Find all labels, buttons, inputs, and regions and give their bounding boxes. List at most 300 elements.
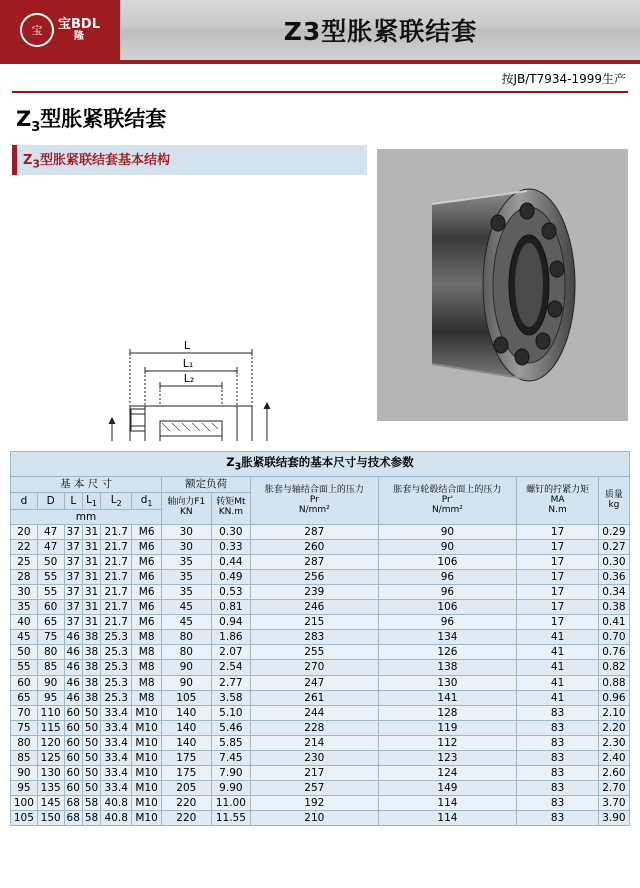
table-cell: 31 [82,555,100,570]
table-cell: 35 [162,585,212,600]
table-cell: 30 [162,539,212,554]
table-cell: 2.54 [211,660,251,675]
table-cell: 17 [517,585,599,600]
table-cell: 283 [251,630,378,645]
table-cell: 125 [37,750,64,765]
table-cell: 210 [251,811,378,826]
group-mass-label: 质量 [604,489,623,500]
table-cell: 25 [11,555,38,570]
table-cell: 0.76 [598,645,629,660]
table-cell: 287 [251,524,378,539]
table-cell: 0.70 [598,630,629,645]
table-cell: 140 [162,720,212,735]
table-cell: 60 [64,765,82,780]
table-cell: 45 [162,615,212,630]
table-cell: 28 [11,570,38,585]
section-heading-rest: 型胀紧联结套基本结构 [39,153,170,169]
section-heading-main: Z [23,153,33,169]
table-cell: M8 [132,675,162,690]
col-d: d [11,492,38,509]
table-cell: M6 [132,524,162,539]
table-cell: 130 [378,675,517,690]
table-cell: M8 [132,660,162,675]
table-cell: 3.70 [598,796,629,811]
table-cell: 1.86 [211,630,251,645]
table-cell: 7.90 [211,765,251,780]
table-cell: 25.3 [101,630,132,645]
table-cell: 95 [37,690,64,705]
technical-drawing [12,181,367,441]
table-cell: 255 [251,645,378,660]
table-cell: 261 [251,690,378,705]
table-cell: 21.7 [101,555,132,570]
table-cell: 47 [37,524,64,539]
standard-note: 按JB/T7934-1999生产 [501,72,626,86]
table-cell: 55 [37,585,64,600]
group-pressure-hub-sym: Pr' [441,494,454,505]
table-cell: 17 [517,539,599,554]
table-cell: 11.00 [211,796,251,811]
table-cell: 50 [82,735,100,750]
col-torque-mt-unit: KN.m [218,507,243,518]
table-cell: 60 [64,735,82,750]
table-row [11,811,630,826]
table-cell: 40 [11,615,38,630]
col-L: L [64,492,82,509]
table-cell: 45 [162,600,212,615]
table-cell: M6 [132,539,162,554]
table-cell: 0.49 [211,570,251,585]
unit-mm: mm [11,509,162,524]
table-cell: 35 [11,600,38,615]
table-cell: 55 [37,570,64,585]
table-cell: 35 [162,555,212,570]
table-cell: 140 [162,705,212,720]
table-cell: 65 [11,690,38,705]
table-cell: 90 [162,675,212,690]
table-cell: 17 [517,570,599,585]
table-cell: 0.38 [598,600,629,615]
table-cell: 83 [517,765,599,780]
table-cell: 2.20 [598,720,629,735]
table-cell: 25.3 [101,690,132,705]
table-cell: 2.10 [598,705,629,720]
table-cell: 5.46 [211,720,251,735]
table-cell: 46 [64,630,82,645]
table-cell: 256 [251,570,378,585]
table-cell: 80 [37,645,64,660]
table-cell: 46 [64,660,82,675]
table-cell: 58 [82,811,100,826]
logo-text-main: 宝BDL [58,16,100,32]
col-L2: $L_2$ [101,492,132,509]
table-cell: M10 [132,811,162,826]
table-cell: 38 [82,690,100,705]
table-cell: 230 [251,750,378,765]
table-cell: 96 [378,570,517,585]
group-pressure-hub [378,477,517,524]
table-cell: M6 [132,615,162,630]
table-row [11,539,630,554]
table-cell: 0.88 [598,675,629,690]
table-cell: 60 [37,600,64,615]
table-cell: 31 [82,524,100,539]
table-cell: 2.70 [598,780,629,795]
table-cell: M8 [132,630,162,645]
table-cell: M10 [132,720,162,735]
group-basic: 基 本 尺 寸 [11,477,162,492]
table-cell: 90 [11,765,38,780]
table-cell: 60 [64,720,82,735]
page-header [0,0,640,60]
table-cell: 83 [517,705,599,720]
table-cell: 37 [64,555,82,570]
page-title-rest: 型胀紧联结套 [40,107,167,131]
table-cell: 30 [11,585,38,600]
table-cell: 37 [64,570,82,585]
table-cell: 214 [251,735,378,750]
table-cell: 0.82 [598,660,629,675]
table-cell: 95 [11,780,38,795]
table-row [11,780,630,795]
group-pressure-shaft-label: 胀套与轴结合面上的压力 [264,484,364,495]
table-cell: 134 [378,630,517,645]
table-cell: 138 [378,660,517,675]
table-cell: 33.4 [101,750,132,765]
table-cell: 112 [378,735,517,750]
table-row [11,645,630,660]
table-cell: 25.3 [101,675,132,690]
table-cell: 37 [64,585,82,600]
table-cell: 83 [517,796,599,811]
table-cell: 100 [11,796,38,811]
table-cell: 85 [11,750,38,765]
table-cell: 215 [251,615,378,630]
table-cell: 123 [378,750,517,765]
table-cell: 110 [37,705,64,720]
table-cell: 65 [37,615,64,630]
table-cell: 41 [517,660,599,675]
table-cell: 37 [64,600,82,615]
drawing-svg [12,181,367,441]
table-cell: 37 [64,615,82,630]
group-torque-unit: N.m [548,504,567,515]
table-cell: 175 [162,750,212,765]
table-cell: 96 [378,615,517,630]
table-cell: 38 [82,675,100,690]
table-cell: 50 [37,555,64,570]
table-cell: 2.77 [211,675,251,690]
table-cell: 33.4 [101,780,132,795]
table-cell: 2.07 [211,645,251,660]
table-cell: 192 [251,796,378,811]
table-cell: 130 [37,765,64,780]
table-cell: 75 [37,630,64,645]
col-torque-mt-label: 转矩Mt [216,497,246,508]
table-cell: 40.8 [101,796,132,811]
table-cell: 205 [162,780,212,795]
table-row [11,600,630,615]
col-axial-force-label: 轴向力F1 [167,497,206,508]
table-cell: 175 [162,765,212,780]
table-cell: 31 [82,600,100,615]
group-torque-sym: MA [550,494,565,505]
table-cell: 83 [517,811,599,826]
table-cell: 21.7 [101,524,132,539]
table-cell: 128 [378,705,517,720]
table-cell: 50 [82,720,100,735]
table-cell: 50 [82,765,100,780]
dim-label-L: L [183,338,191,352]
table-cell: 47 [37,539,64,554]
table-cell: 83 [517,750,599,765]
table-cell: 3.90 [598,811,629,826]
table-cell: 80 [162,645,212,660]
table-cell: 9.90 [211,780,251,795]
table-cell: 0.36 [598,570,629,585]
table-cell: 80 [11,735,38,750]
dim-label-L2: L₂ [183,371,195,385]
table-row [11,615,630,630]
table-cell: 68 [64,811,82,826]
table-cell: 35 [162,570,212,585]
col-L1: $L_1$ [82,492,100,509]
table-cell: 0.29 [598,524,629,539]
table-cell: 0.27 [598,539,629,554]
table-cell: 124 [378,765,517,780]
table-title-rest: 胀紧联结套的基本尺寸与技术参数 [241,455,414,470]
table-cell: 83 [517,720,599,735]
structure-column [12,145,367,445]
table-row [11,750,630,765]
brand-logo [0,0,120,60]
table-cell: 0.44 [211,555,251,570]
table-cell: M10 [132,796,162,811]
table-cell: 31 [82,615,100,630]
page-title [16,103,640,135]
group-pressure-shaft-sym: Pr [309,494,319,505]
table-cell: 33.4 [101,720,132,735]
table-title-row [11,452,630,477]
group-pressure-hub-label: 胀套与轮毂结合面上的压力 [393,484,502,495]
table-cell: 115 [37,720,64,735]
col-torque-mt [211,492,251,524]
logo-text [58,18,100,42]
table-title-sub: 3 [234,461,242,473]
page-title-main: Z [16,107,32,131]
table-cell: 145 [37,796,64,811]
content-area [12,145,628,445]
table-cell: 75 [11,720,38,735]
group-torque [517,477,599,524]
table-cell: 244 [251,705,378,720]
table-cell: 106 [378,555,517,570]
table-cell: 37 [64,539,82,554]
table-cell: 120 [37,735,64,750]
group-pressure-hub-unit: N/mm² [431,504,463,515]
table-cell: 149 [378,780,517,795]
dim-label-L1: L₁ [182,356,194,370]
table-group-row [11,477,630,492]
product-photo-svg [377,149,625,421]
table-cell: 119 [378,720,517,735]
table-cell: 83 [517,780,599,795]
table-cell: 126 [378,645,517,660]
group-pressure-shaft-unit: N/mm² [298,504,330,515]
group-mass-unit: kg [608,499,620,510]
table-cell: 46 [64,675,82,690]
table-cell: 33.4 [101,705,132,720]
table-cell: M10 [132,705,162,720]
table-row [11,570,630,585]
table-cell: 260 [251,539,378,554]
table-cell: 247 [251,675,378,690]
section-heading [12,145,367,175]
table-cell: 220 [162,811,212,826]
photo-column [377,145,628,445]
table-cell: 3.58 [211,690,251,705]
table-cell: 0.41 [598,615,629,630]
table-cell: 287 [251,555,378,570]
table-cell: 2.60 [598,765,629,780]
table-row [11,660,630,675]
table-cell: 50 [82,705,100,720]
table-cell: M10 [132,765,162,780]
table-row [11,630,630,645]
table-cell: 17 [517,600,599,615]
table-cell: 0.34 [598,585,629,600]
table-cell: 55 [11,660,38,675]
table-cell: 90 [37,675,64,690]
table-cell: 217 [251,765,378,780]
section-heading-sub: 3 [32,157,40,171]
table-cell: 0.96 [598,690,629,705]
table-cell: 83 [517,735,599,750]
table-row [11,735,630,750]
table-cell: 105 [162,690,212,705]
table-cell: 17 [517,555,599,570]
table-cell: 105 [11,811,38,826]
table-cell: M6 [132,600,162,615]
title-divider [12,91,628,93]
table-cell: 2.30 [598,735,629,750]
group-torque-label: 螺钉的拧紧力矩 [526,484,590,495]
logo-inner [20,13,100,47]
table-cell: 30 [162,524,212,539]
table-cell: 46 [64,690,82,705]
table-cell: 50 [11,645,38,660]
table-row [11,720,630,735]
table-cell: 90 [378,524,517,539]
table-cell: 135 [37,780,64,795]
page-title-sub: 3 [31,120,41,136]
table-cell: 68 [64,796,82,811]
table-cell: 31 [82,570,100,585]
table-cell: M10 [132,750,162,765]
table-row [11,796,630,811]
table-cell: 46 [64,645,82,660]
table-cell: 25.3 [101,660,132,675]
table-cell: 90 [162,660,212,675]
table-cell: 22 [11,539,38,554]
logo-text-sub: 隆 [73,30,84,42]
table-cell: M8 [132,690,162,705]
table-cell: 0.94 [211,615,251,630]
table-cell: 20 [11,524,38,539]
table-cell: 17 [517,524,599,539]
table-cell: 239 [251,585,378,600]
table-cell: 17 [517,615,599,630]
table-cell: 80 [162,630,212,645]
table-cell: 50 [82,780,100,795]
table-cell: 21.7 [101,600,132,615]
table-cell: 38 [82,660,100,675]
table-cell: 228 [251,720,378,735]
table-cell: 40.8 [101,811,132,826]
table-cell: 70 [11,705,38,720]
table-cell: 141 [378,690,517,705]
group-load: 额定负荷 [162,477,251,492]
table-cell: 31 [82,585,100,600]
table-cell: 21.7 [101,539,132,554]
table-row [11,705,630,720]
table-cell: 41 [517,630,599,645]
logo-emblem-icon: 宝 [20,13,54,47]
table-cell: M8 [132,645,162,660]
table-cell: 41 [517,645,599,660]
table-cell: 25.3 [101,645,132,660]
table-title [11,452,630,477]
table-cell: 45 [11,630,38,645]
header-title-bar [120,0,640,60]
table-cell: 5.85 [211,735,251,750]
col-d1: $d_1$ [132,492,162,509]
table-cell: 90 [378,539,517,554]
table-cell: 50 [82,750,100,765]
table-cell: M6 [132,585,162,600]
table-cell: M6 [132,570,162,585]
table-cell: 114 [378,811,517,826]
table-cell: 140 [162,735,212,750]
table-cell: 0.33 [211,539,251,554]
table-cell: 246 [251,600,378,615]
table-cell: 106 [378,600,517,615]
table-cell: 0.30 [211,524,251,539]
table-cell: 150 [37,811,64,826]
col-axial-force [162,492,212,524]
table-cell: M10 [132,735,162,750]
table-cell: 2.40 [598,750,629,765]
table-cell: 7.45 [211,750,251,765]
table-row [11,585,630,600]
table-cell: 220 [162,796,212,811]
table-row [11,555,630,570]
table-cell: M10 [132,780,162,795]
spec-table-body [11,524,630,825]
table-cell: 0.30 [598,555,629,570]
table-cell: 33.4 [101,765,132,780]
table-cell: 21.7 [101,585,132,600]
table-cell: 60 [64,780,82,795]
table-row [11,690,630,705]
spec-table-wrap [10,451,630,826]
table-cell: 85 [37,660,64,675]
table-cell: 33.4 [101,735,132,750]
table-cell: 31 [82,539,100,554]
table-row [11,765,630,780]
table-cell: 114 [378,796,517,811]
table-cell: 0.81 [211,600,251,615]
